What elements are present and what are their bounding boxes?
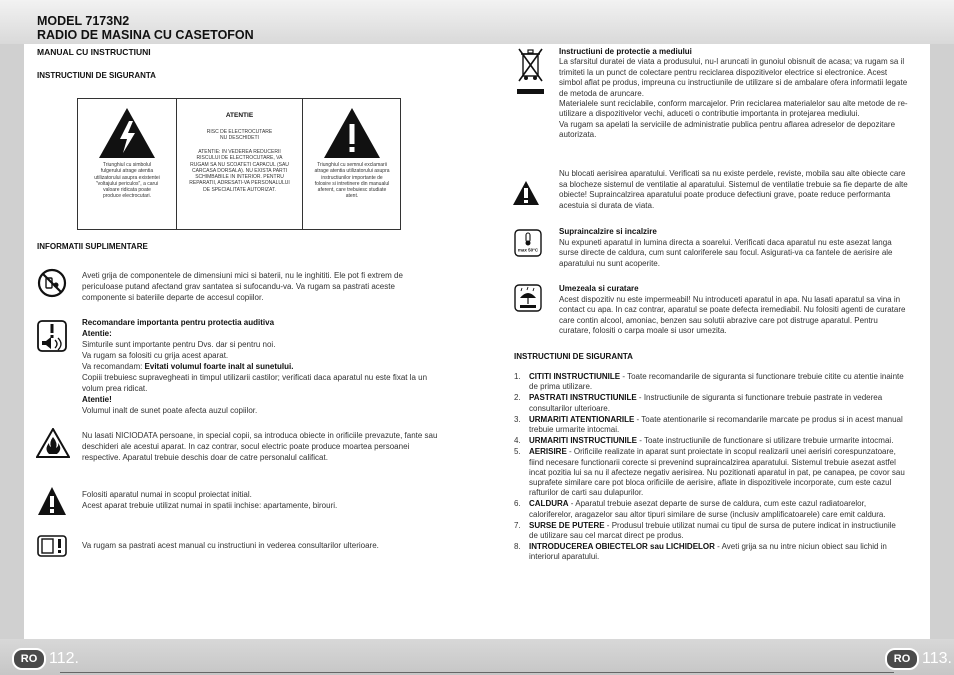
warning-body: ATENTIE: IN VEDEREA REDUCERII RISCULUI DE ELECTROCUTARE, VA RUGAM SA NU SCOATETI CAPACUL (SAU CARCASA DORSALA). NU EXISTA PARTI SCHIMBABILE IN INTERIOR. PENTRU REPARATII, ADRESATI-VA PERSONALULUI DE SPECIALITATE AUTORIZAT.	[189, 149, 290, 193]
umbrella-rain-icon	[514, 284, 542, 312]
environment-title: Instructiuni de protectie a mediului	[559, 47, 692, 56]
list-item	[514, 499, 906, 519]
audio-line-2: Va rugam sa folositi cu grija acest aparat.	[82, 351, 229, 360]
heat-text: Nu expuneti aparatul in lumina directa a soarelui. Verificati daca aparatul nu este asezat langa surse directe de caldura, cum sunt caloriferele sau focul. Asigurati-va ca fantele de aerisire ale aparatului nu sunt acoperite.	[559, 237, 893, 268]
extra-info-heading: INFORMATII SUPLIMENTARE	[37, 242, 148, 251]
list-item-number: 8.	[514, 542, 521, 552]
audio-line-1: Simturile sunt importante pentru Dvs. dar si pentru noi.	[82, 340, 276, 349]
audio-atentie-2: Atentie!	[82, 395, 112, 404]
list-item-number: 3.	[514, 414, 521, 424]
caution-triangle-icon	[37, 486, 67, 516]
heat-icon-label: max 50°C	[517, 247, 539, 253]
warning-cell-center	[176, 99, 302, 229]
list-item-text: - Orificiile realizate in aparat sunt proiectate in scopul realizarii unei aerisiri corespunzatoare, fiind necesare functionarii corecte si prevenind supraincalzirea aparatului. Sistemul trebuie asezat astfel incat pozitia lui sa nu il afecteze negativ aerisirea. Nu pozitionati aparatul in pat, pe canapea, pe covor sau suprafete similare care pot bloca orificiile de aerisire, aflate in dispozitivele incorporate, cum este cazul rafturilor de carti sau dulapurilor.	[529, 447, 905, 498]
list-item-text: - Toate recomandarile de siguranta si functionare trebuie citite cu atentie inainte de prima utilizare.	[529, 372, 904, 392]
list-item-text: - Toate instructiunile de functionare si utilizare trebuie urmarite intocmai.	[637, 436, 894, 446]
list-item	[514, 372, 906, 392]
footer-bar	[0, 639, 954, 675]
safety-instructions-list	[514, 372, 906, 564]
environment-text-2: Materialele sunt reciclabile, conform marcajelor. Prin reciclarea materialelor sau alte metode de re-utilizare a dispozitivelor vechi, aduceti o contributie importanta in protejarea mediului.	[559, 99, 908, 119]
weee-bar	[517, 89, 544, 94]
list-item-title: PASTRATI INSTRUCTIUNILE	[529, 393, 637, 403]
thermometer-icon	[514, 229, 542, 257]
child-safety-text: Aveti grija de componentele de dimensiuni mici si baterii, nu le inghititi. Ele pot fi extrem de periculoase putand afectand grav santatea si sufocandu-va. Va rugam sa pastrati aceste componente si bateriile departe de accesul copiilor.	[82, 271, 403, 302]
lightning-triangle-icon	[98, 107, 156, 159]
list-item-text: - Produsul trebuie utilizat numai cu tipul de sursa de putere indicat in instructiunile de utilizare sau cel marcat direct pe produs.	[529, 520, 896, 541]
language-badge-left: RO	[12, 648, 46, 670]
list-item-number: 5.	[514, 447, 521, 457]
list-item-text: - Aveti grija sa nu intre niciun obiect sau lichid in interiorul aparatului.	[529, 542, 887, 562]
crossed-bin-icon	[517, 47, 544, 85]
use-line-2: Acest aparat trebuie utilizat numai in spatii inchise: apartamente, birouri.	[82, 501, 338, 510]
environment-text: La sfarsitul duratei de viata a produsului, nu-l aruncati in gunoiul obisnuit de acasa; va rugam sa il trimiteti la un punct de colectare pentru reciclarea dispozitivelor electrice si electronice. Acest simbol aflat pe produs, impreuna cu instructiunile de utilizare si de ambalare ofera informatii legate de metoda de aruncare.	[559, 57, 908, 98]
list-item-text: - Toate atentionarile si recomandarile marcate pe produs si in acest manual trebuie urmarite intocmai.	[529, 414, 903, 435]
product-title: RADIO DE MASINA CU CASETOFON	[37, 28, 254, 42]
environment-section	[559, 47, 909, 141]
no-swallow-icon	[37, 268, 67, 298]
exclamation-triangle-icon	[323, 107, 381, 159]
list-item	[514, 393, 906, 413]
list-item-title: CITITI INSTRUCTIUNILE	[529, 372, 621, 381]
footer-rule	[60, 672, 894, 673]
environment-text-3: Va rugam sa apelati la serviciile de administratie publica pentru aflarea adreselor de depozitare autorizata.	[559, 119, 896, 140]
list-item	[514, 415, 906, 435]
warning-box	[77, 98, 401, 230]
list-item-title: AERISIRE	[529, 447, 567, 457]
audio-line-4: Copiii trebuiesc supravegheati in timpul utilizarii castilor; verificati daca aparatul nu este fixat la un volum prea ridicat.	[82, 373, 428, 393]
list-item-number: 1.	[514, 372, 521, 381]
manual-heading: MANUAL CU INSTRUCTIUNI	[37, 47, 151, 57]
fire-warning-icon	[36, 428, 70, 458]
list-item	[514, 436, 906, 446]
heat-title: Supraincalzire si incalzire	[559, 227, 657, 236]
audio-recommend-bold: Evitati volumul foarte inalt al sunetului.	[144, 362, 294, 371]
ventilation-warning-icon	[512, 180, 540, 206]
list-item	[514, 447, 906, 498]
warning-title: ATENTIE	[225, 112, 254, 119]
audio-line-5: Volumul inalt de sunet poate afecta auzul copiilor.	[82, 406, 258, 415]
manual-book-icon	[37, 535, 67, 557]
list-item-number: 6.	[514, 499, 521, 509]
ventilation-text: Nu blocati aerisirea aparatului. Verificati sa nu existe perdele, reviste, mobila sau alte obiecte care sa blocheze sistemul de ventilatie al aparatului. Sistemul de ventilatie trebuie sa fie departe de alte obiecte! Supraincalzirea aparatului poate produce defectiuni grave, poate reduce performanta acestuia si durata de viata.	[559, 169, 908, 210]
list-item	[514, 521, 906, 541]
list-item-number: 7.	[514, 520, 521, 530]
list-item-title: INTRODUCEREA OBIECTELOR sau LICHIDELOR	[529, 542, 715, 552]
list-item-title: CALDURA	[529, 499, 569, 509]
list-item-title: URMARITI ATENTIONARILE	[529, 414, 635, 424]
audio-atentie: Atentie:	[82, 329, 112, 338]
exclamation-caption: Triunghiul cu semnul exclamarii atrage atentia utilizatorului asupra instructiunilor importante de folosire si intretinere din manualul aferent, care trebuiesc studiate atent.	[314, 162, 390, 200]
lightning-caption: Triunghiul cu simbolul fulgerului atrage atentia utilizatorului asupra existentei "voltajului periculos", a carui valoare ridicata poate produce electrocutari.	[94, 162, 160, 200]
safety-heading-left: INSTRUCTIUNI DE SIGURANTA	[37, 71, 156, 80]
keep-manual-text: Va rugam sa pastrati acest manual cu instructiuni in vederea consultarilor ulterioare.	[82, 541, 379, 550]
page-title	[37, 14, 254, 42]
list-item-title: SURSE DE PUTERE	[529, 520, 605, 530]
list-item-text: - Instructiunile de siguranta si functionare trebuie pastrate in vederea consultarilor ulterioare.	[529, 393, 883, 413]
list-item	[514, 542, 906, 562]
heat-section	[559, 227, 909, 269]
page-number-left	[12, 648, 79, 670]
use-section	[82, 489, 438, 511]
warning-cell-lightning	[78, 99, 176, 229]
left-margin-bar	[0, 44, 24, 675]
list-item-number: 4.	[514, 436, 521, 446]
warning-cell-exclamation	[302, 99, 400, 229]
moisture-text: Acest dispozitiv nu este impermeabil! Nu introduceti aparatul in apa. Nu lasati aparatul sa vina in contact cu apa. In caz contrar, aparatul se poate defecta iremediabil. Nu folositi agenti de curatare care contin alcool, amoniac, benzen sau solutii abrazive care pot distruge aparatul. Pentru curatare, folositi o carpa moale si usor umezita.	[559, 294, 906, 336]
right-margin-bar	[930, 44, 954, 675]
page-number-right-value: 113.	[922, 650, 952, 667]
audio-recommend-prefix: Va recomandam:	[82, 362, 145, 371]
language-badge-right: RO	[885, 648, 919, 670]
fire-text: Nu lasati NICIODATA persoane, in special copii, sa introduca obiecte in orificiile prevazute, fante sau deschideri ale acestui aparat. In caz contrar, socul electric poate produce moartea persoanei respective. Aparatul trebuie deschis doar de catre personalul calificat.	[82, 431, 438, 462]
moisture-title: Umezeala si curatare	[559, 284, 639, 293]
hearing-warning-icon	[37, 320, 67, 352]
audio-recommend	[82, 361, 438, 372]
safety-heading-right: INSTRUCTIUNI DE SIGURANTA	[514, 352, 633, 361]
list-item-number: 2.	[514, 393, 521, 403]
audio-title: Recomandare importanta pentru protectia auditiva	[82, 318, 275, 327]
audio-section	[82, 317, 438, 416]
list-item-title: URMARITI INSTRUCTIUNILE	[529, 436, 637, 446]
use-line-1: Folositi aparatul numai in scopul proiectat initial.	[82, 490, 252, 499]
list-item-text: - Aparatul trebuie asezat departe de surse de caldura, cum este cazul radiatoarelor, caloriferelor, aragazelor sau altor tipuri similare de surse (inclusiv amplificatoarele) care emit caldura.	[529, 499, 886, 519]
warning-subtitle: RISC DE ELECTROCUTARE NU DESCHIDETI	[206, 129, 273, 142]
page-number-left-value: 112.	[49, 650, 79, 667]
model-title: MODEL 7173N2	[37, 14, 130, 28]
page-number-right	[885, 648, 952, 670]
moisture-section	[559, 284, 909, 337]
